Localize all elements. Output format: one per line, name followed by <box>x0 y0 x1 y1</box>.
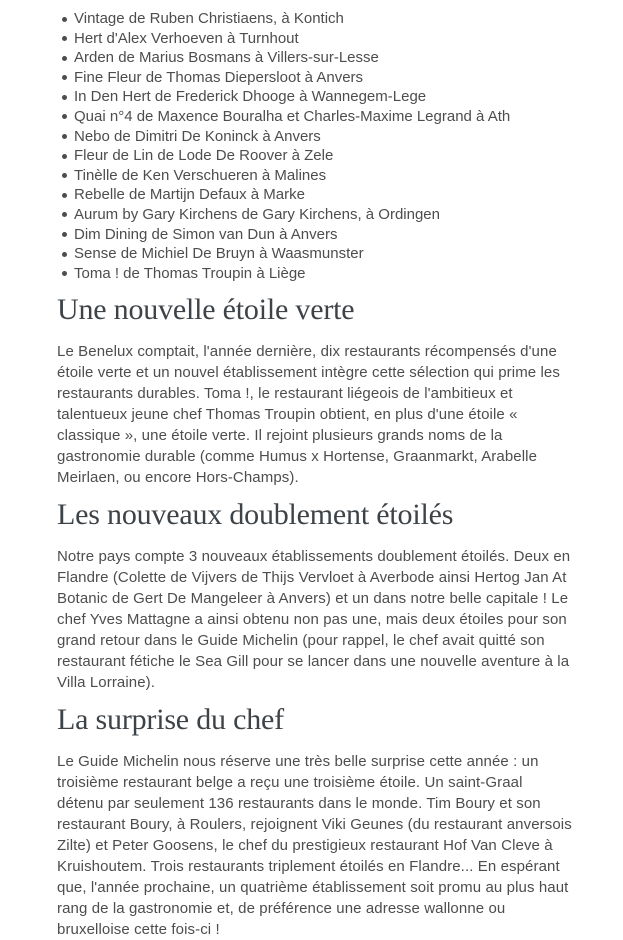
section-heading: La surprise du chef <box>57 703 284 737</box>
section-green-star <box>57 291 573 488</box>
section-chef-surprise <box>57 701 573 940</box>
list-item: Arden de Marius Bosmans à Villers-sur-Lesse <box>57 48 573 68</box>
restaurant-list <box>57 9 573 283</box>
section-heading: Les nouveaux doublement étoilés <box>57 498 454 532</box>
list-item: Vintage de Ruben Christiaens, à Kontich <box>57 9 573 29</box>
list-item: Quai n°4 de Maxence Bouralha et Charles-Maxime Legrand à Ath <box>57 107 573 127</box>
list-item: Sense de Michiel De Bruyn à Waasmunster <box>57 244 573 264</box>
list-item: Hert d'Alex Verhoeven à Turnhout <box>57 29 573 49</box>
list-item: Fleur de Lin de Lode De Roover à Zele <box>57 146 573 166</box>
list-item: Nebo de Dimitri De Koninck à Anvers <box>57 127 573 147</box>
list-item: In Den Hert de Frederick Dhooge à Wannegem-Lege <box>57 87 573 107</box>
list-item: Aurum by Gary Kirchens de Gary Kirchens, à Ordingen <box>57 205 573 225</box>
section-paragraph: Le Benelux comptait, l'année dernière, dix restaurants récompensés d'une étoile verte et un nouvel établissement intègre cette sélection qui prime les restaurants durables. Toma !, le restaurant liégeois de l'ambitieux et talentueux jeune chef Thomas Troupin obtient, en plus d'une étoile « classique », une étoile verte. Il rejoint plusieurs grands noms de la gastronomie durable (comme Humus x Hortense, Graanmarkt, Arabelle Meirlaen, ou encore Hors-Champs). <box>57 343 560 487</box>
section-two-stars <box>57 496 573 693</box>
list-item: Toma ! de Thomas Troupin à Liège <box>57 264 573 284</box>
list-item: Tinèlle de Ken Verschueren à Malines <box>57 166 573 186</box>
list-item: Dim Dining de Simon van Dun à Anvers <box>57 225 573 245</box>
section-paragraph: Notre pays compte 3 nouveaux établissements doublement étoilés. Deux en Flandre (Colette de Vijvers de Thijs Vervloet à Averbode ainsi Hertog Jan At Botanic de Gert De Mangeleer à Anvers) et un dans notre belle capitale ! Le chef Yves Mattagne a ainsi obtenu non pas une, mais deux étoiles pour son grand retour dans le Guide Michelin (pour rappel, le chef avait quitté son restaurant fétiche le Sea Gill pour se lancer dans une nouvelle aventure à la Villa Lorraine). <box>57 548 571 692</box>
section-paragraph: Le Guide Michelin nous réserve une très belle surprise cette année : un troisième restaurant belge a reçu une troisième étoile. Un saint-Graal détenu par seulement 136 restaurants dans le monde. Tim Boury et son restaurant Boury, à Roulers, rejoignent Viki Geunes (du restaurant anversois Zilte) et Peter Goosens, le chef du prestigieux restaurant Hof Van Cleve à Kruishoutem. Trois restaurants triplement étoilés en Flandre... En espérant que, l'année prochaine, un quatrième établissement soit promu au plus haut rang de la gastronomie et, de préférence une adresse wallonne ou bruxelloise cette fois-ci ! <box>57 753 572 939</box>
list-item: Rebelle de Martijn Defaux à Marke <box>57 185 573 205</box>
section-heading: Une nouvelle étoile verte <box>57 293 355 327</box>
list-item: Fine Fleur de Thomas Diepersloot à Anvers <box>57 68 573 88</box>
